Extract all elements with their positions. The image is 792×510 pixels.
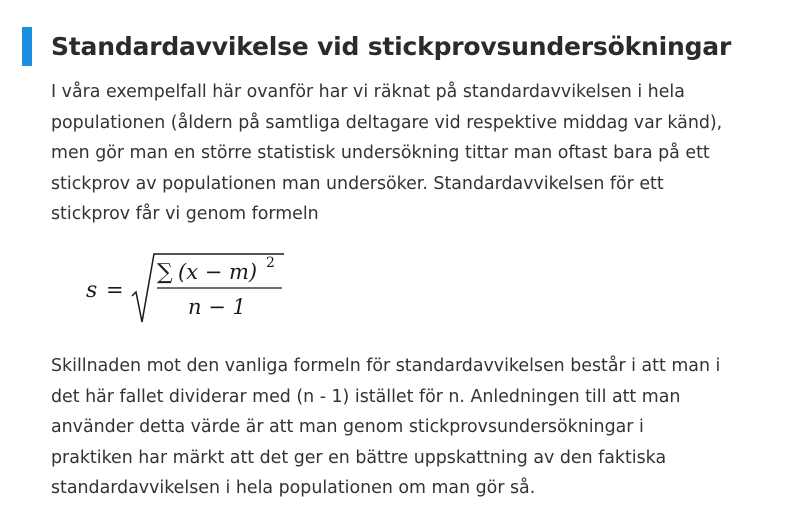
paragraph-line: men gör man en större statistisk undersökning tittar man oftast bara på ett	[51, 143, 710, 163]
formula-svg	[86, 250, 296, 330]
paragraph-line: praktiken har märkt att det ger en bättre uppskattning av den faktiska	[51, 447, 667, 468]
section-header	[22, 26, 731, 66]
paragraph-line: stickprov får vi genom formeln	[51, 204, 319, 224]
explanation-paragraph	[51, 351, 720, 504]
paragraph-line: Skillnaden mot den vanliga formeln för standardavvikelsen består i att man i	[51, 356, 721, 376]
paragraph-line: det här fallet dividerar med (n - 1) istället för n. Anledningen till att man	[51, 386, 681, 407]
summation-symbol: ∑	[157, 260, 173, 285]
paragraph-line: stickprov av populationen man undersöker. Standardavvikelsen för ett	[51, 173, 664, 194]
paragraph-line: standardavvikelsen i hela populationen om man gör så.	[51, 478, 536, 498]
numerator-exponent: 2	[266, 255, 275, 271]
numerator-expression: (x − m)	[178, 260, 258, 284]
denominator-expression: n − 1	[188, 295, 246, 319]
formula-lhs: s	[86, 278, 98, 303]
paragraph-line: I våra exempelfall här ovanför har vi räknat på standardavvikelsen i hela	[51, 82, 685, 102]
sample-std-dev-formula	[86, 250, 296, 330]
section-heading: Standardavvikelse vid stickprovsundersökningar	[51, 31, 732, 61]
formula-equals: =	[106, 278, 124, 302]
paragraph-line: populationen (åldern på samtliga deltagare vid respektive middag var känd),	[51, 112, 723, 133]
paragraph-line: använder detta värde är att man genom stickprovsundersökningar i	[51, 417, 644, 437]
heading-accent-bar	[22, 27, 32, 66]
intro-paragraph	[51, 77, 722, 230]
